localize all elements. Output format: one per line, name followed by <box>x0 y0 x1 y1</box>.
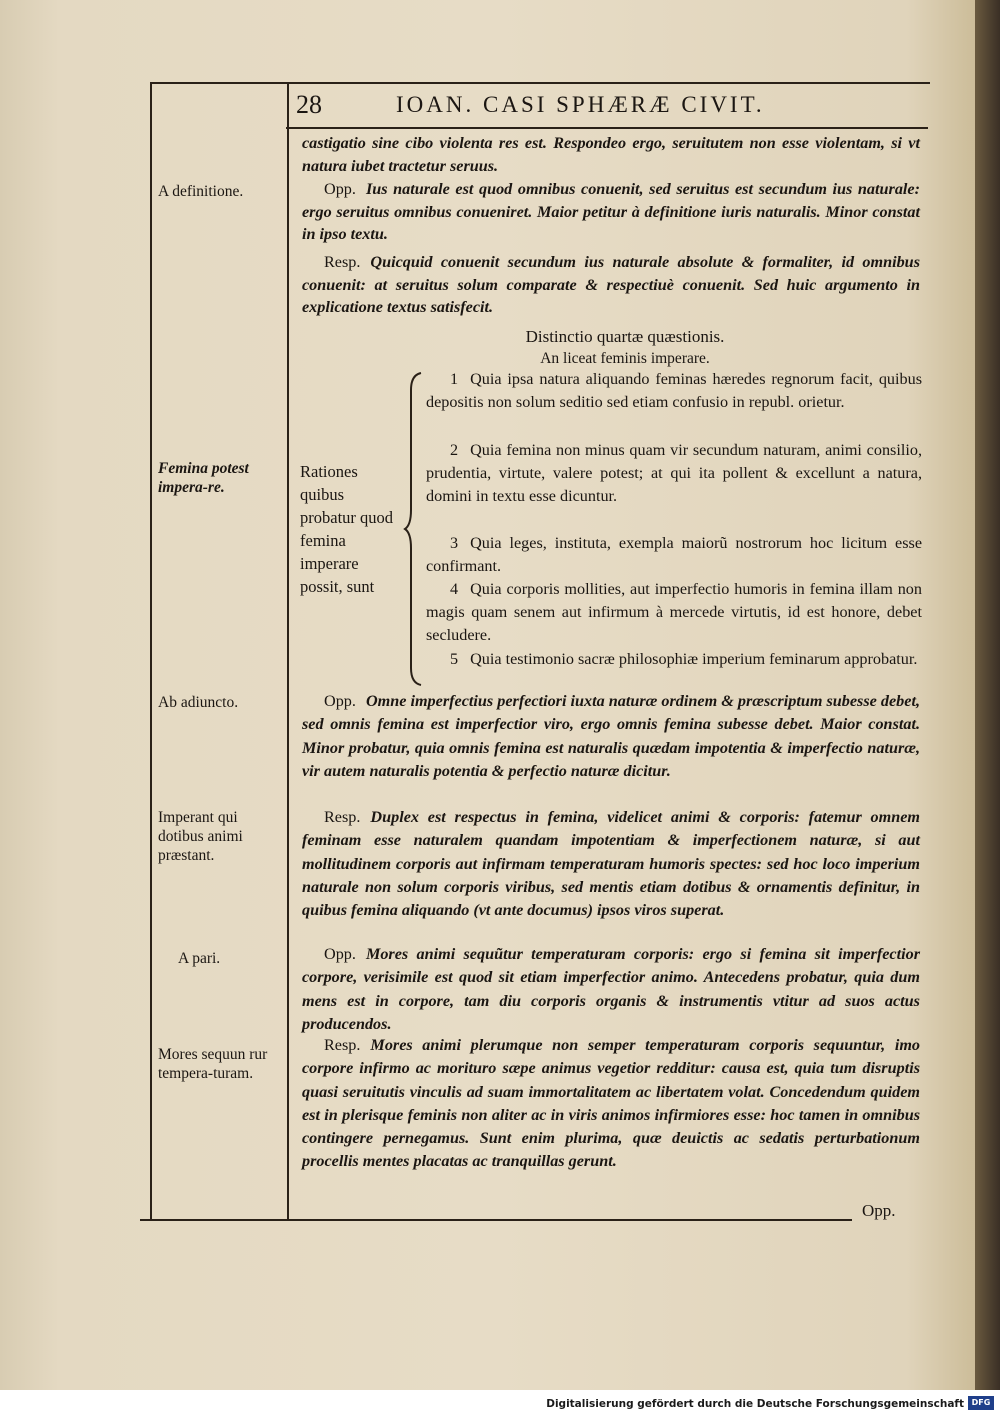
ratio-2 <box>426 439 922 508</box>
dfg-logo-icon: DFG <box>968 1396 994 1410</box>
ratio-number: 2 <box>450 441 459 459</box>
page-header <box>296 90 916 126</box>
section-heading: Distinctio quartæ quæstionis. <box>525 327 725 346</box>
margin-note-mores-sequuntur: Mores sequun rur tempera-turam. <box>158 1046 268 1082</box>
book-edge <box>975 0 1000 1390</box>
paragraph-opp-2 <box>302 690 920 783</box>
opp-label: Opp. <box>324 692 356 710</box>
ratio-number: 3 <box>450 534 459 552</box>
paragraph-resp-1 <box>302 251 920 319</box>
paragraph-text: Quicquid conuenit secundum ius naturale absolute & formaliter, id omnibus conuenit: at seruitus solum comparate & respectiuè conuenit. Sed huic argumento in explicatione textus satisfecit. <box>302 253 920 317</box>
paragraph-text: Mores animi plerumque non semper temperaturam corporis sequuntur, imo corpore infirmo ac morituro sæpe animus vegetior redditur: causa est, quia tum disruptis quasi seruitutis vinculis ad suam immortalitatem ac libertatem volat. Concedendum quidem est in plerisque feminis non aliter ac in viris animos infirmiores esse: hoc tamen in omnibus contingere pernegamus. Sunt enim plurima, quæ deuictis ac sedatis perturbationum procellis mentes placatas ac tranquillas gerunt. <box>302 1036 920 1171</box>
margin-note-imperant-qui: Imperant qui dotibus animi præstant. <box>158 809 243 864</box>
running-title: IOAN. CASI SPHÆRÆ CIVIT. <box>396 92 765 117</box>
header-underline <box>286 127 928 129</box>
paragraph-text: castigatio sine cibo violenta res est. Respondeo ergo, seruitutem non esse violentam, si vt natura iubet tractetur seruus. <box>302 134 920 175</box>
opp-label: Opp. <box>324 945 356 963</box>
ratio-text: Quia femina non minus quam vir secundum naturam, animi consilio, prudentia, virtute, valere potest; at qui ita pollent & excellunt a natura, domini in textu esse dicuntur. <box>426 441 922 506</box>
ratio-text: Quia ipsa natura aliquando feminas hæredes regnorum facit, quibus depositis non solum seditio sed etiam confusio in republ. orietur. <box>426 370 922 412</box>
bottom-rule <box>140 1219 852 1221</box>
ratio-text: Quia leges, instituta, exempla maiorũ nostrorum hoc licitum esse confirmant. <box>426 534 922 576</box>
ratio-4 <box>426 578 922 647</box>
paragraph-text: Duplex est respectus in femina, videlicet animi & corporis: fatemur omnem feminam esse naturalem quandam impotentiam & imperfectionem naturæ, si aut mollitudinem corporis aut infirmam temperaturam humoris spectes: sed hoc loco imperium naturale non solum corporis viribus, sed mentis etiam dotibus & ornamentis definitur, in quibus femina aliquando (vt ante documus) ipsos viros superat. <box>302 808 920 920</box>
resp-label: Resp. <box>324 253 361 271</box>
footer-credit: Digitalisierung gefördert durch die Deutsche Forschungsgemeinschaft <box>546 1398 964 1410</box>
margin-note-femina-potest: Femina potest impera-re. <box>158 460 249 496</box>
ratio-text: Quia corporis mollities, aut imperfectio humoris in femina illam non magis quam senem aut infirmum à mercede virtutis, id est honore, debet secludere. <box>426 580 922 645</box>
margin-note-ab-adiuncto: Ab adiuncto. <box>158 694 239 711</box>
ratio-5 <box>426 648 922 671</box>
ratio-1 <box>426 368 922 414</box>
ratio-3 <box>426 532 922 578</box>
catchword: Opp. <box>862 1201 896 1220</box>
margin-divider <box>287 82 289 1220</box>
ratio-text: Quia testimonio sacræ philosophiæ imperium feminarum approbatur. <box>470 650 918 668</box>
ratio-number: 5 <box>450 650 459 668</box>
section-subheading: An liceat feminis imperare. <box>540 350 710 367</box>
ratio-number: 1 <box>450 370 459 388</box>
paragraph-opp-1 <box>302 178 920 246</box>
top-rule <box>150 82 930 84</box>
ratio-number: 4 <box>450 580 459 598</box>
left-border <box>150 82 152 1220</box>
paragraph-resp-3 <box>302 1034 920 1174</box>
margin-note-a-definitione: A definitione. <box>158 183 244 200</box>
rationes-label: Rationes quibus probatur quod femina imperare possit, sunt <box>300 462 394 596</box>
resp-label: Resp. <box>324 808 361 826</box>
paragraph-opp-3 <box>302 943 920 1036</box>
resp-label: Resp. <box>324 1036 361 1054</box>
footer-bar <box>0 1390 1000 1419</box>
paragraph-text: Omne imperfectius perfectiori iuxta naturæ ordinem & præscriptum subesse debet, sed omnis femina est imperfectior viro, ergo omnis femina subesse debet. Maior constat. Minor probatur, quia omnis femina est naturalis quædam impotentia & imperfectio naturæ, vir autem naturalis potentia & perfectio naturæ dicitur. <box>302 692 920 780</box>
paragraph-resp-2 <box>302 806 920 922</box>
margin-note-a-pari: A pari. <box>178 950 221 967</box>
paragraph-text: Mores animi sequũtur temperaturam corporis: ergo si femina sit imperfectior corpore, verisimile est quod sit etiam imperfectior animo. Antecedens probatur, quia dum mens est in corpore, tam diu corporis organis & instrumentis vtitur ad suos actus producendos. <box>302 945 920 1033</box>
opp-label: Opp. <box>324 180 356 198</box>
page-number: 28 <box>296 90 322 119</box>
paragraph-text: Ius naturale est quod omnibus conuenit, sed seruitus est secundum ius naturale: ergo seruitus omnibus conueniret. Maior petitur à definitione iuris naturalis. Minor constat in ipso textu. <box>302 180 920 244</box>
brace-icon <box>403 370 425 688</box>
paragraph-castigatio <box>302 132 920 177</box>
